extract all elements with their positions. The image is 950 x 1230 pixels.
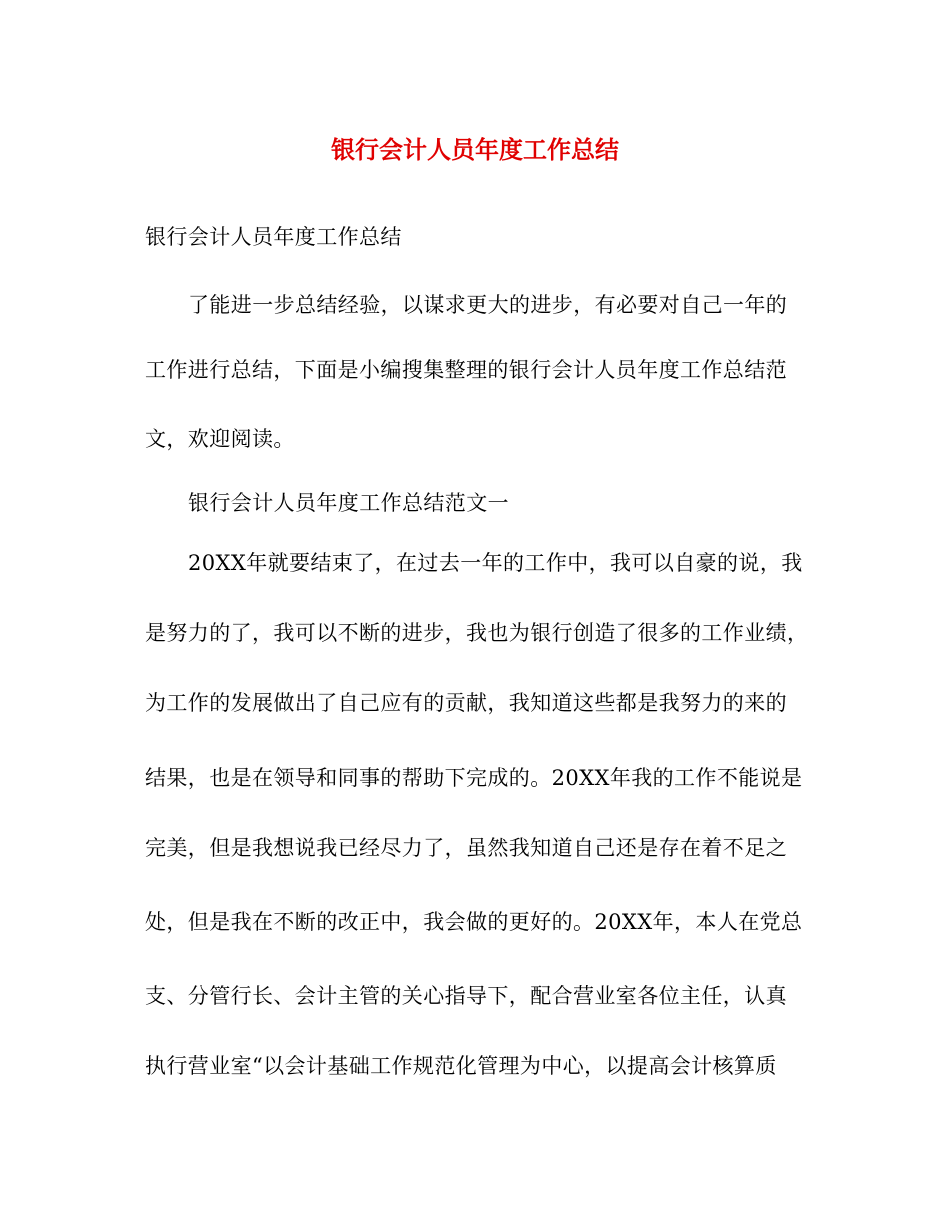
paragraph-line: 处，但是我在不断的改正中，我会做的更好的。20XX年，本人在党总 <box>145 910 803 934</box>
paragraph-line: 结果，也是在领导和同事的帮助下完成的。20XX年我的工作不能说是 <box>145 766 803 790</box>
paragraph-line: 文，欢迎阅读。 <box>145 427 295 451</box>
section-heading: 银行会计人员年度工作总结范文一 <box>188 491 509 515</box>
paragraph-line: 了能进一步总结经验，以谋求更大的进步，有必要对自己一年的 <box>188 293 788 317</box>
paragraph-line: 工作进行总结，下面是小编搜集整理的银行会计人员年度工作总结范 <box>145 358 787 382</box>
paragraph-line: 支、分管行长、会计主管的关心指导下，配合营业室各位主任，认真 <box>145 984 787 1008</box>
paragraph-line: 为工作的发展做出了自己应有的贡献，我知道这些都是我努力的来的 <box>145 691 787 715</box>
paragraph-line: 20XX年就要结束了，在过去一年的工作中，我可以自豪的说，我 <box>188 551 803 575</box>
document-title: 银行会计人员年度工作总结 <box>331 135 619 164</box>
paragraph-line: 是努力的了，我可以不断的进步，我也为银行创造了很多的工作业绩， <box>145 621 809 645</box>
subtitle-line: 银行会计人员年度工作总结 <box>145 225 402 249</box>
paragraph-line: 完美，但是我想说我已经尽力了，虽然我知道自己还是存在着不足之 <box>145 836 787 860</box>
paragraph-line: 执行营业室“以会计基础工作规范化管理为中心，以提高会计核算质 <box>145 1054 777 1078</box>
